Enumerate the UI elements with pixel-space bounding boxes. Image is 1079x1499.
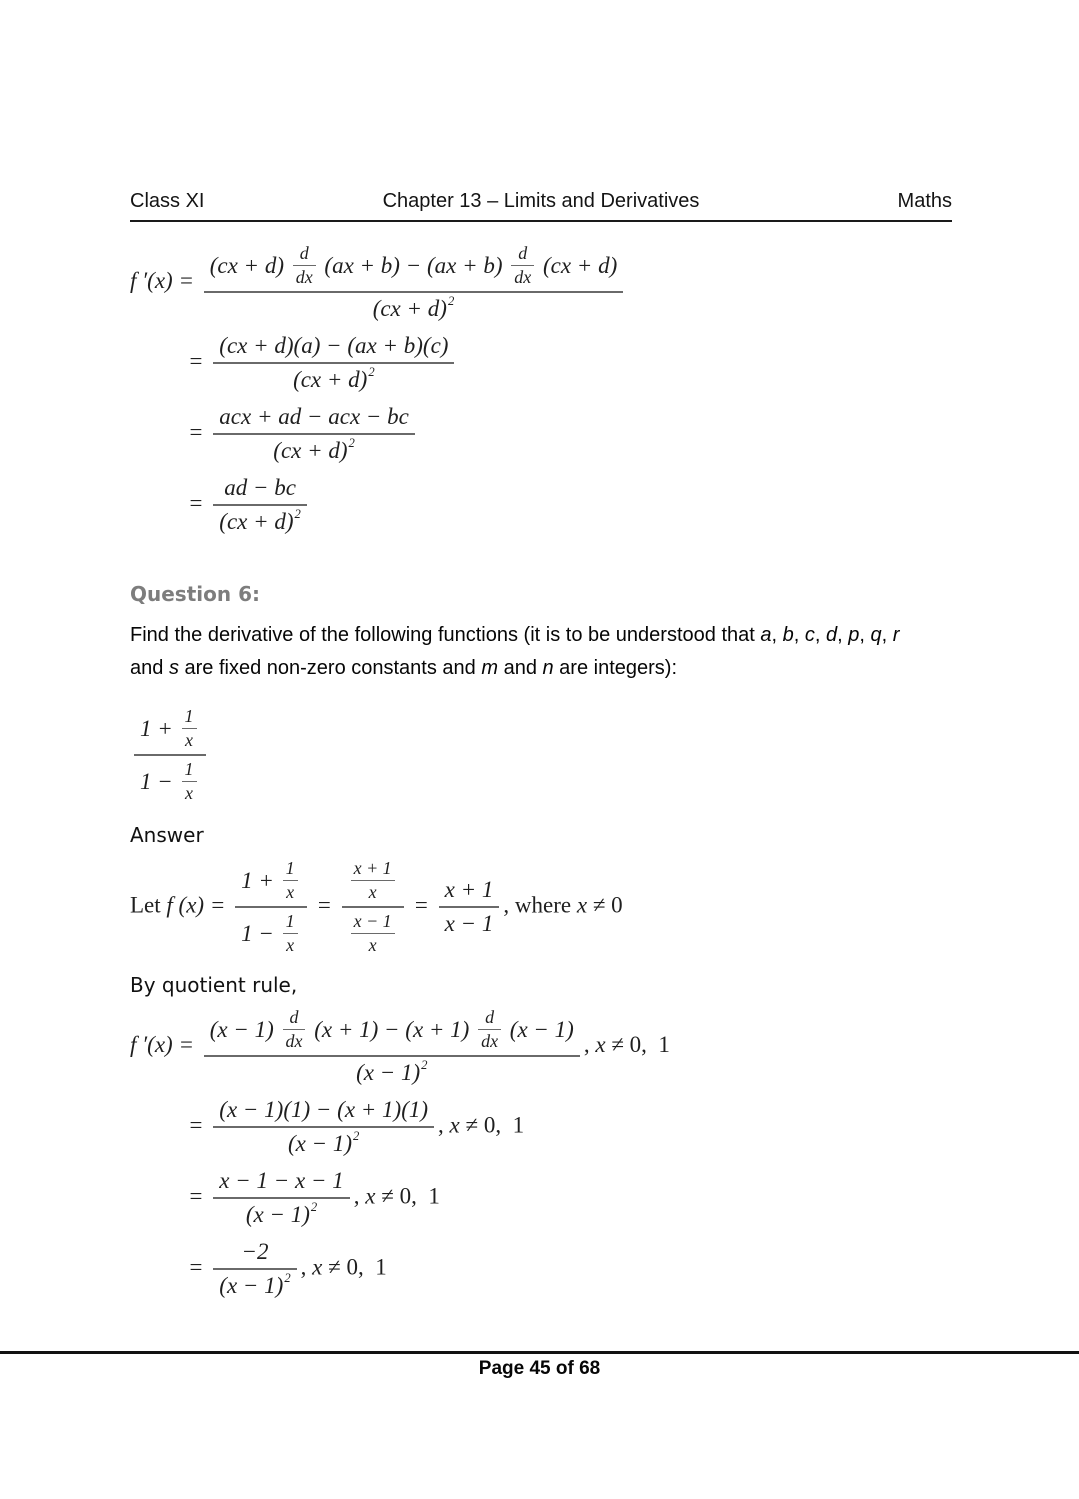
math-roman-text: Let xyxy=(130,892,167,918)
fraction-numerator xyxy=(213,403,415,435)
math-line xyxy=(130,857,952,957)
math-text: x xyxy=(365,1183,376,1209)
fraction-denominator xyxy=(204,293,624,323)
fraction-numerator xyxy=(213,1167,349,1199)
fraction xyxy=(204,1006,580,1087)
math-line xyxy=(130,1006,952,1087)
math-text: x + 1 xyxy=(444,877,494,902)
math-text: (x − 1) xyxy=(356,1060,421,1085)
fraction-numerator xyxy=(182,706,197,729)
math-text: d xyxy=(289,1007,299,1027)
question-prompt xyxy=(130,619,952,685)
math-text: 1 xyxy=(285,911,295,931)
header-chapter-title: Chapter 13 – Limits and Derivatives xyxy=(382,190,700,212)
math-text: d xyxy=(299,243,309,263)
fraction-denominator xyxy=(134,756,206,805)
math-text: (cx + d) xyxy=(219,509,294,534)
variable-name: d xyxy=(826,624,838,646)
fraction-denominator xyxy=(213,1199,349,1229)
math-text: = xyxy=(188,1112,210,1138)
math-text: = xyxy=(188,1254,210,1280)
math-text: (x − 1)(1) − (x + 1)(1) xyxy=(219,1097,429,1122)
fraction-denominator xyxy=(182,729,197,751)
math-superscript: 2 xyxy=(310,1200,318,1214)
math-roman-text: ≠ 0, 1 xyxy=(322,1254,387,1280)
math-text: x xyxy=(286,935,295,955)
fraction xyxy=(511,243,534,288)
math-roman-text: , where xyxy=(503,892,577,918)
fraction-numerator xyxy=(342,857,404,908)
fraction-numerator xyxy=(293,243,316,266)
page-header xyxy=(130,190,952,222)
math-line xyxy=(130,474,952,536)
math-text: = xyxy=(310,892,338,918)
fraction-denominator xyxy=(283,881,298,903)
fraction-denominator xyxy=(351,934,395,956)
math-text: x xyxy=(368,935,377,955)
math-text: (cx + d) xyxy=(537,252,618,278)
math-text: acx + ad − acx − bc xyxy=(219,404,409,429)
prompt-text: , xyxy=(859,624,871,646)
math-text: ad − bc xyxy=(224,475,296,500)
fraction-numerator xyxy=(235,857,307,908)
math-text: (x − 1) xyxy=(504,1016,574,1042)
fraction xyxy=(283,1007,306,1052)
prompt-text: , xyxy=(771,624,783,646)
math-text: x xyxy=(368,882,377,902)
math-text: x xyxy=(185,783,193,803)
fraction-denominator xyxy=(213,435,415,465)
fraction-denominator xyxy=(213,1128,434,1158)
fraction-numerator xyxy=(213,1238,296,1270)
math-text: (cx + d) xyxy=(209,252,290,278)
page-footer xyxy=(0,1351,1079,1380)
math-text: dx xyxy=(285,1031,303,1051)
fraction-numerator xyxy=(283,858,298,881)
math-superscript: 2 xyxy=(348,436,355,450)
fraction-numerator xyxy=(283,911,298,934)
fraction xyxy=(342,857,404,957)
fraction-denominator xyxy=(351,881,395,903)
fraction-numerator xyxy=(213,1096,434,1128)
math-line xyxy=(130,332,952,394)
fraction-denominator xyxy=(213,506,307,536)
fraction-numerator xyxy=(511,243,534,266)
fraction xyxy=(283,911,298,956)
math-text: dx xyxy=(514,267,532,287)
math-text: = xyxy=(188,419,210,445)
math-text: x xyxy=(449,1112,460,1138)
math-line xyxy=(130,1238,952,1300)
fraction-denominator xyxy=(511,266,534,288)
math-text: (x − 1) xyxy=(245,1202,310,1227)
fraction-denominator xyxy=(213,1270,296,1300)
math-text: x xyxy=(185,730,193,750)
fraction-numerator xyxy=(204,1006,580,1057)
math-text: = xyxy=(188,348,210,374)
prompt-text: are integers): xyxy=(553,657,678,679)
fraction xyxy=(283,858,298,903)
fraction-denominator xyxy=(478,1030,501,1052)
fraction-numerator xyxy=(134,705,206,756)
fraction-numerator xyxy=(204,242,624,293)
prompt-text: Find the derivative of the following functions (it is to be understood that xyxy=(130,624,761,646)
variable-name: p xyxy=(848,624,860,646)
fraction xyxy=(213,1167,349,1229)
variable-name: c xyxy=(804,624,815,646)
math-text: f ′(x) = xyxy=(130,267,200,293)
prompt-text: , xyxy=(881,624,893,646)
fraction-denominator xyxy=(235,908,307,957)
fraction xyxy=(213,474,307,536)
math-text: x + 1 xyxy=(353,858,392,878)
fraction-denominator xyxy=(283,1030,306,1052)
math-roman-text: , xyxy=(353,1183,366,1209)
math-text: (cx + d) xyxy=(372,296,447,321)
math-text: −2 xyxy=(241,1239,269,1264)
math-roman-text: ≠ 0, 1 xyxy=(459,1112,525,1138)
math-superscript: 2 xyxy=(284,1271,291,1285)
page-content xyxy=(130,190,952,1309)
math-text: (x − 1) xyxy=(287,1131,353,1156)
math-text: (x + 1) − (x + 1) xyxy=(308,1016,476,1042)
math-text: f ′(x) = xyxy=(130,1031,200,1057)
quotient-rule-note: By quotient rule, xyxy=(130,973,298,997)
prompt-text: are fixed non-zero constants and xyxy=(178,657,482,679)
math-line xyxy=(130,705,952,805)
math-roman-text: ≠ 0 xyxy=(587,892,623,918)
fraction-denominator xyxy=(439,908,500,938)
fraction xyxy=(204,242,624,323)
prompt-text: , xyxy=(793,624,805,646)
math-text: (cx + d)(a) − (ax + b)(c) xyxy=(219,333,449,358)
variable-name: b xyxy=(782,624,794,646)
fraction xyxy=(293,243,316,288)
let-function-line xyxy=(130,857,952,957)
math-line xyxy=(130,403,952,465)
math-text: dx xyxy=(481,1031,499,1051)
math-roman-text: ≠ 0, 1 xyxy=(605,1031,670,1057)
math-line xyxy=(130,1167,952,1229)
fraction-numerator xyxy=(213,474,307,506)
fraction xyxy=(351,858,395,903)
fraction xyxy=(439,876,500,938)
prompt-text: and xyxy=(130,657,169,679)
fraction xyxy=(182,706,197,751)
header-subject-label: Maths xyxy=(897,190,952,212)
math-text: (cx + d) xyxy=(273,438,348,463)
fraction-numerator xyxy=(283,1007,306,1030)
variable-name: a xyxy=(760,624,772,646)
page-number: Page 45 of 68 xyxy=(478,1358,601,1379)
question-heading: Question 6: xyxy=(130,582,260,606)
answer-heading: Answer xyxy=(130,823,204,847)
variable-name: m xyxy=(481,657,499,679)
math-text: 1 xyxy=(184,759,194,779)
fraction xyxy=(134,705,206,805)
fraction-numerator xyxy=(182,759,197,782)
math-text: 1 xyxy=(285,858,295,878)
variable-name: n xyxy=(542,657,554,679)
math-superscript: 2 xyxy=(368,365,375,379)
fraction xyxy=(213,1238,296,1300)
math-line xyxy=(130,242,952,323)
variable-name: s xyxy=(168,657,179,679)
prompt-text: , xyxy=(814,624,826,646)
math-text: d xyxy=(518,243,528,263)
math-text: d xyxy=(485,1007,495,1027)
math-text: (x − 1) xyxy=(209,1016,280,1042)
fraction-numerator xyxy=(439,876,500,908)
question-expression xyxy=(130,705,952,805)
fraction-denominator xyxy=(213,364,454,394)
math-superscript: 2 xyxy=(353,1129,360,1143)
math-text: x − 1 − x − 1 xyxy=(219,1168,344,1193)
prompt-text: and xyxy=(498,657,543,679)
math-text: x xyxy=(286,882,295,902)
math-text: 1 − xyxy=(140,768,179,794)
fraction xyxy=(235,857,307,957)
math-superscript: 2 xyxy=(447,294,455,308)
fraction xyxy=(478,1007,501,1052)
math-text: = xyxy=(188,1183,210,1209)
math-roman-text: , xyxy=(583,1031,596,1057)
math-text: x − 1 xyxy=(353,911,392,931)
prompt-text: , xyxy=(837,624,849,646)
math-text: 1 − xyxy=(241,920,280,946)
math-text: x xyxy=(576,892,588,918)
math-text: x xyxy=(595,1031,606,1057)
fraction-numerator xyxy=(351,858,395,881)
math-text: x xyxy=(312,1254,323,1280)
fraction xyxy=(351,911,395,956)
fraction xyxy=(213,403,415,465)
math-roman-text: ≠ 0, 1 xyxy=(375,1183,440,1209)
math-superscript: 2 xyxy=(294,507,301,521)
math-roman-text: , xyxy=(438,1112,450,1138)
math-text: = xyxy=(407,892,435,918)
math-roman-text: , xyxy=(300,1254,313,1280)
fraction xyxy=(213,332,454,394)
math-text: = xyxy=(188,490,210,516)
fraction-denominator xyxy=(293,266,316,288)
fraction-denominator xyxy=(204,1057,580,1087)
math-text: 1 + xyxy=(140,715,179,741)
math-text: f (x) = xyxy=(166,892,232,918)
math-line xyxy=(130,1096,952,1158)
fraction-numerator xyxy=(213,332,454,364)
math-text: (x − 1) xyxy=(219,1273,284,1298)
fraction-numerator xyxy=(478,1007,501,1030)
fraction-denominator xyxy=(342,908,404,957)
math-text: 1 xyxy=(184,706,194,726)
derivation-block-question5 xyxy=(130,242,952,536)
math-text: (cx + d) xyxy=(293,367,368,392)
fraction-denominator xyxy=(182,782,197,804)
derivation-block-question6 xyxy=(130,1006,952,1300)
fraction xyxy=(182,759,197,804)
fraction-numerator xyxy=(351,911,395,934)
fraction xyxy=(213,1096,434,1158)
variable-name: r xyxy=(892,624,900,646)
variable-name: q xyxy=(870,624,882,646)
fraction-denominator xyxy=(283,934,298,956)
math-text: x − 1 xyxy=(444,911,494,936)
math-superscript: 2 xyxy=(421,1058,428,1072)
math-text: (ax + b) − (ax + b) xyxy=(318,252,509,278)
math-text: 1 + xyxy=(241,867,280,893)
math-text: dx xyxy=(295,267,313,287)
header-class-label: Class XI xyxy=(130,190,205,212)
